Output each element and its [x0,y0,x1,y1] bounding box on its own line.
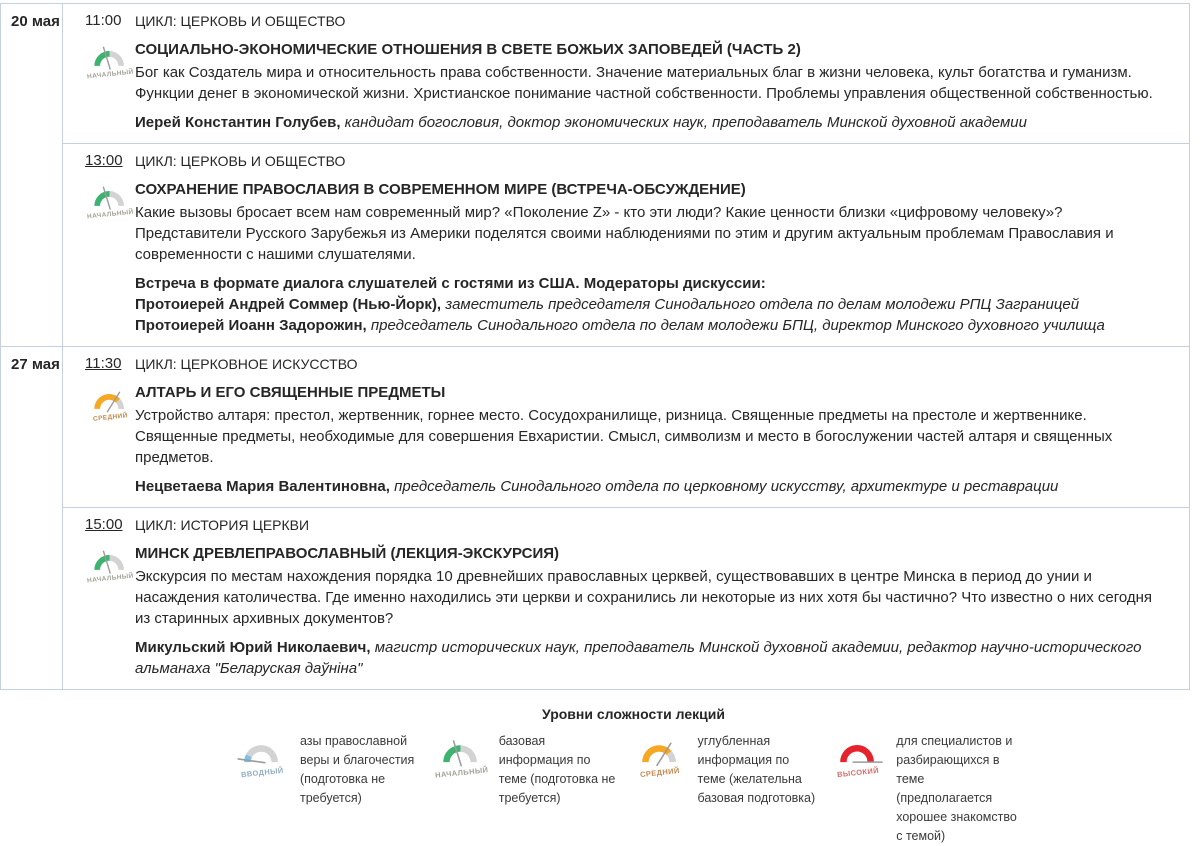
lecture-entry [63,347,1189,507]
level-gauge-sredny-icon [87,386,133,421]
lecture-speakers [135,637,1161,679]
speaker-name: Нецветаева Мария Валентиновна, [135,478,390,495]
level-gauge-vysoky-icon [832,736,884,780]
lecture-speakers [135,476,1161,497]
lecture-time-link[interactable]: 13:00 [85,152,123,169]
lecture-time-link[interactable]: 15:00 [85,516,123,533]
legend-title: Уровни сложности лекций [542,706,725,722]
legend-item-nachalny [435,732,634,846]
speaker-name: Микульский Юрий Николаевич, [135,639,371,656]
level-gauge-nachalny-icon [434,736,489,780]
date-group [1,346,1189,689]
lecture-entry [63,4,1189,143]
gauge-level-label: СРЕДНИЙ [92,412,128,423]
gauge-level-label: СРЕДНИЙ [639,765,680,780]
gauge-level-label: НАЧАЛЬНЫЙ [86,208,135,221]
gauge-level-label: НАЧАЛЬНЫЙ [434,765,489,780]
moderators-note: Встреча в формате диалога слушателей с гостями из США. Модераторы дискуссии: [135,275,766,292]
speaker-credentials: кандидат богословия, доктор экономических наук, преподаватель Минской духовной академии [344,114,1027,131]
legend-item-text: азы православной веры и благочестия (подготовка не требуется) [300,734,415,805]
gauge-level-label: ВЫСОКИЙ [836,765,880,780]
lecture-time-link[interactable]: 11:30 [85,355,122,372]
date-label: 20 мая [1,4,63,346]
speaker-line [135,112,1161,133]
speaker-credentials: председатель Синодального отдела по делам молодежи БПЦ, директор Минского духовного училища [370,317,1105,334]
level-gauge-nachalny-icon [86,183,135,221]
speaker-name: Иерей Константин Голубев, [135,114,341,131]
gauge-level-label: ВВОДНЫЙ [240,765,284,780]
speaker-credentials: заместитель председателя Синодального отдела по делам молодежи РПЦ Заграницей [445,296,1080,313]
level-gauge-nachalny-icon [86,547,135,585]
speaker-line [135,637,1161,679]
lecture-cycle: ЦИКЛ: ЦЕРКОВЬ И ОБЩЕСТВО [135,13,346,29]
difficulty-legend [236,706,1031,846]
speaker-name: Протоиерей Андрей Соммер (Нью-Йорк), [135,296,442,313]
speaker-credentials: магистр исторических наук, преподаватель Минской духовной академии, редактор научно-исторического альманаха "Беларуская даўніна" [135,639,1142,677]
lecture-cycle: ЦИКЛ: ЦЕРКОВНОЕ ИСКУССТВО [135,356,358,372]
level-gauge-vvodny-icon [236,736,288,780]
legend-item-text: углубленная информация по теме (желательна базовая подготовка) [697,734,816,805]
lecture-speakers [135,273,1161,336]
lecture-entry [63,507,1189,689]
speaker-line [135,476,1161,497]
legend-item-text: для специалистов и разбирающихся в теме (предполагается хорошее знакомство с темой) [896,734,1017,843]
level-gauge-nachalny-icon [86,43,135,81]
legend-item-vysoky [832,732,1031,846]
legend-item-vvodny [236,732,435,846]
lecture-title: СОЦИАЛЬНО-ЭКОНОМИЧЕСКИЕ ОТНОШЕНИЯ В СВЕТЕ БОЖЬИХ ЗАПОВЕДЕЙ (ЧАСТЬ 2) [135,41,801,58]
gauge-level-label: НАЧАЛЬНЫЙ [86,68,135,81]
level-gauge-sredny-icon [634,736,686,780]
lecture-entry [63,143,1189,346]
legend-item-text: базовая информация по теме (подготовка не требуется) [498,734,616,805]
lecture-cycle: ЦИКЛ: ИСТОРИЯ ЦЕРКВИ [135,517,310,533]
lecture-description: Устройство алтаря: престол, жертвенник, горнее место. Сосудохранилище, ризница. Священные предметы на престоле и жертвеннике. Священные предметы, необходимые для совершения Евхаристии. Смысл, символизм и место в богослужении частей алтаря и священных предметов. [135,407,1113,466]
lecture-title: АЛТАРЬ И ЕГО СВЯЩЕННЫЕ ПРЕДМЕТЫ [135,384,446,401]
lecture-title: СОХРАНЕНИЕ ПРАВОСЛАВИЯ В СОВРЕМЕННОМ МИРЕ (ВСТРЕЧА-ОБСУЖДЕНИЕ) [135,181,746,198]
speaker-name: Протоиерей Иоанн Задорожин, [135,317,367,334]
speaker-line [135,294,1161,315]
date-group [1,4,1189,346]
lecture-cycle: ЦИКЛ: ЦЕРКОВЬ И ОБЩЕСТВО [135,153,346,169]
lecture-schedule-table [0,3,1190,690]
lecture-title: МИНСК ДРЕВЛЕПРАВОСЛАВНЫЙ (ЛЕКЦИЯ-ЭКСКУРСИЯ) [135,545,560,562]
gauge-level-label: НАЧАЛЬНЫЙ [86,572,135,585]
date-label: 27 мая [1,347,63,689]
lecture-description: Какие вызовы бросает всем нам современный мир? «Поколение Z» - кто эти люди? Какие ценности близки «цифровому человеку»? Представители Русского Зарубежья из Америки поделятся своими наблюдениями по этим и другим актуальным проблемам Православия и современности с нашими слушателями. [135,204,1114,263]
speaker-line [135,315,1161,336]
lecture-description: Экскурсия по местам нахождения порядка 10 древнейших православных церквей, существовавших в центре Минска в период до унии и насаждения католичества. Где именно находились эти церкви и сохранились ли некоторые из них хотя бы частично? Что известно о них сегодня из старинных архивных документов? [135,568,1153,627]
lecture-time: 11:00 [85,12,122,29]
legend-item-sredny [634,732,833,846]
speaker-credentials: председатель Синодального отдела по церковному искусству, архитектуре и реставрации [394,478,1059,495]
lecture-description: Бог как Создатель мира и относительность права собственности. Значение материальных благ в жизни человека, культ богатства и гуманизм. Функции денег в экономической жизни. Христианское понимание частной собственности. Проблемы управления общественной собственностью. [135,64,1153,102]
lecture-speakers [135,112,1161,133]
